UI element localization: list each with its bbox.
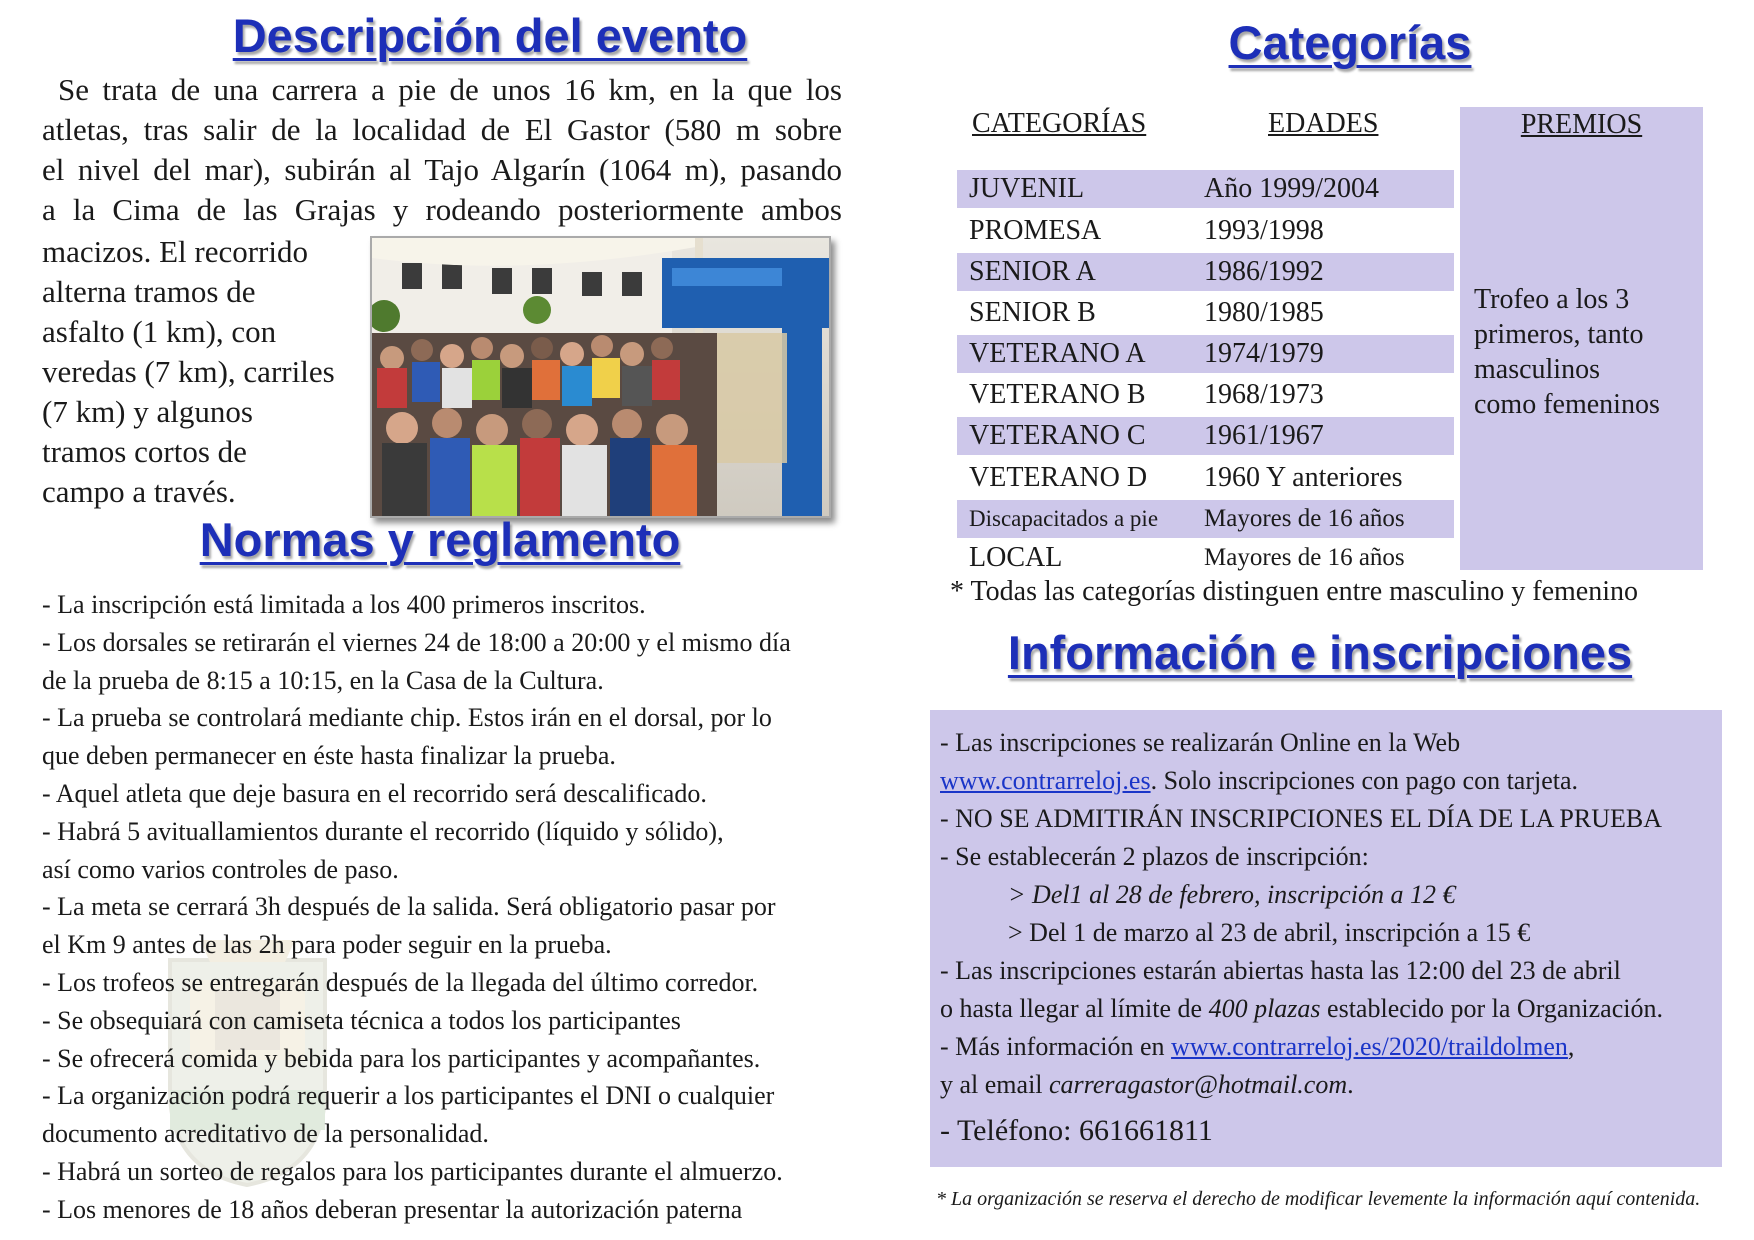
category-ages: Mayores de 16 años [1204,505,1405,532]
description-line: veredas (7 km), carriles [42,354,335,389]
info-text: - Más información en [940,1032,1172,1061]
category-name: VETERANO A [969,338,1146,369]
rule-line: documento acreditativo de la personalidad. [42,1119,489,1149]
info-text: , [1567,1032,1575,1061]
category-ages: 1993/1998 [1204,215,1324,246]
category-row-senior-a [957,253,1454,291]
category-row-juvenil [957,170,1454,208]
description-line: atletas, tras salir de la localidad de El Gastor (580 m sobre [42,112,842,147]
info-line-email [940,1070,1354,1100]
category-row-local [957,539,1454,577]
prizes-panel [1460,107,1703,570]
description-text [42,70,842,230]
category-row-veterano-a [957,335,1454,373]
category-name: SENIOR B [969,297,1096,328]
info-line-limit [940,994,1663,1024]
description-line: macizos. El recorrido [42,234,308,269]
description-heading: Descripción del evento [232,9,748,62]
rules-list [42,586,902,1229]
rule-line: - La organización podrá requerir a los participantes el DNI o cualquier [42,1081,775,1111]
description-line: tramos cortos de [42,434,247,469]
category-name: VETERANO B [969,379,1146,410]
info-text: . Solo inscripciones con pago con tarjeta. [1150,766,1579,795]
ages-column-header: EDADES [1268,108,1379,139]
category-ages: Mayores de 16 años [1204,544,1405,571]
description-line: asfalto (1 km), con [42,314,277,349]
info-panel [930,710,1722,1167]
info-line-period-2: > Del 1 de marzo al 23 de abril, inscripción a 15 € [1008,918,1531,947]
rule-line: - Los trofeos se entregarán después de la llegada del último corredor. [42,967,759,997]
info-line-web [940,766,1578,796]
description-text-wrap [42,232,372,512]
prize-line: Trofeo a los 3 [1474,284,1630,315]
description-line: campo a través. [42,474,236,509]
prizes-column-header: PREMIOS [1520,109,1643,140]
category-name: SENIOR A [969,256,1096,287]
info-line-period-1: > Del1 al 28 de febrero, inscripción a 12 € [1008,880,1456,909]
category-row-promesa [957,212,1454,250]
categories-note: * Todas las categorías distinguen entre masculino y femenino [950,576,1639,607]
category-ages: 1980/1985 [1204,297,1324,328]
rule-line: - Los menores de 18 años deberan presentar la autorización paterna [42,1194,743,1224]
prize-line: masculinos [1474,354,1600,385]
category-name: VETERANO C [969,420,1146,451]
category-ages: 1986/1992 [1204,256,1324,287]
category-ages: 1960 Y anteriores [1204,462,1403,493]
category-row-veterano-b [957,376,1454,414]
category-ages: Año 1999/2004 [1204,173,1379,204]
category-row-discapacitados [957,500,1454,538]
info-text-emphasis: 400 plazas [1208,994,1321,1023]
footer-disclaimer: * La organización se reserva el derecho de modificar levemente la información aquí contenida. [936,1188,1701,1210]
rule-line: el Km 9 antes de las 2h para poder seguir en la prueba. [42,930,612,960]
rule-line: - Se obsequiará con camiseta técnica a todos los participantes [42,1005,681,1035]
category-name: LOCAL [969,542,1063,573]
category-name: PROMESA [969,215,1102,246]
category-name: VETERANO D [969,462,1148,493]
prize-line: como femeninos [1474,389,1660,420]
info-line-phone: - Teléfono: 661661811 [940,1114,1213,1147]
rule-line: que deben permanecer en éste hasta finalizar la prueba. [42,741,616,771]
info-line-no-same-day: - NO SE ADMITIRÁN INSCRIPCIONES EL DÍA DE LA PRUEBA [940,804,1663,833]
rule-line: - Los dorsales se retirarán el viernes 24 de 18:00 a 20:00 y el mismo día [42,627,791,657]
description-line: (7 km) y algunos [42,394,253,429]
rules-heading: Normas y reglamento [199,513,681,566]
prizes-text [1474,282,1699,422]
rule-line: - Aquel atleta que deje basura en el recorrido será descalificado. [42,778,707,808]
description-line: el nivel del mar), subirán al Tajo Algarín (1064 m), pasando [42,152,842,187]
email-address: carreragastor@hotmail.com [1049,1070,1348,1099]
category-ages: 1961/1967 [1204,420,1324,451]
race-start-photo-illustration [372,238,829,516]
info-line-more-info [940,1032,1574,1062]
rule-line: - La meta se cerrará 3h después de la salida. Será obligatorio pasar por [42,892,776,922]
categories-column-header: CATEGORÍAS [972,108,1147,139]
info-text: y al email [940,1070,1050,1099]
rule-line: así como varios controles de paso. [42,854,399,884]
rule-line: - La prueba se controlará mediante chip. Estos irán en el dorsal, por lo [42,703,772,733]
info-text: . [1347,1070,1354,1099]
info-line-online: - Las inscripciones se realizarán Online en la Web [940,728,1461,757]
prize-line: primeros, tanto [1474,319,1644,350]
rule-line: - La inscripción está limitada a los 400 primeros inscritos. [42,590,646,619]
categories-heading: Categorías [1228,16,1472,69]
category-ages: 1968/1973 [1204,379,1324,410]
category-ages: 1974/1979 [1204,338,1324,369]
category-row-senior-b [957,294,1454,332]
rule-line: de la prueba de 8:15 a 10:15, en la Casa de la Cultura. [42,665,604,695]
category-name: JUVENIL [969,173,1085,204]
category-row-veterano-d [957,459,1454,497]
info-line-deadlines: - Se establecerán 2 plazos de inscripción: [940,842,1369,871]
rule-line: - Se ofrecerá comida y bebida para los participantes y acompañantes. [42,1043,761,1073]
rule-line: - Habrá un sorteo de regalos para los participantes durante el almuerzo. [42,1156,783,1186]
info-heading: Información e inscripciones [1007,626,1633,679]
info-text: establecido por la Organización. [1320,994,1663,1023]
description-line: a la Cima de las Grajas y rodeando posteriormente ambos [42,192,842,227]
category-name: Discapacitados a pie [969,506,1159,531]
traildolmen-link[interactable]: www.contrarreloj.es/2020/traildolmen [1171,1032,1568,1061]
race-start-photo [370,236,831,518]
contrarreloj-link[interactable]: www.contrarreloj.es [940,766,1151,795]
info-line-open-until: - Las inscripciones estarán abiertas hasta las 12:00 del 23 de abril [940,956,1621,985]
description-line: alterna tramos de [42,274,256,309]
description-line: Se trata de una carrera a pie de unos 16 km, en la que los [58,72,842,107]
category-row-veterano-c [957,417,1454,455]
rule-line: - Habrá 5 avituallamientos durante el recorrido (líquido y sólido), [42,816,724,846]
info-text: o hasta llegar al límite de [940,994,1209,1023]
